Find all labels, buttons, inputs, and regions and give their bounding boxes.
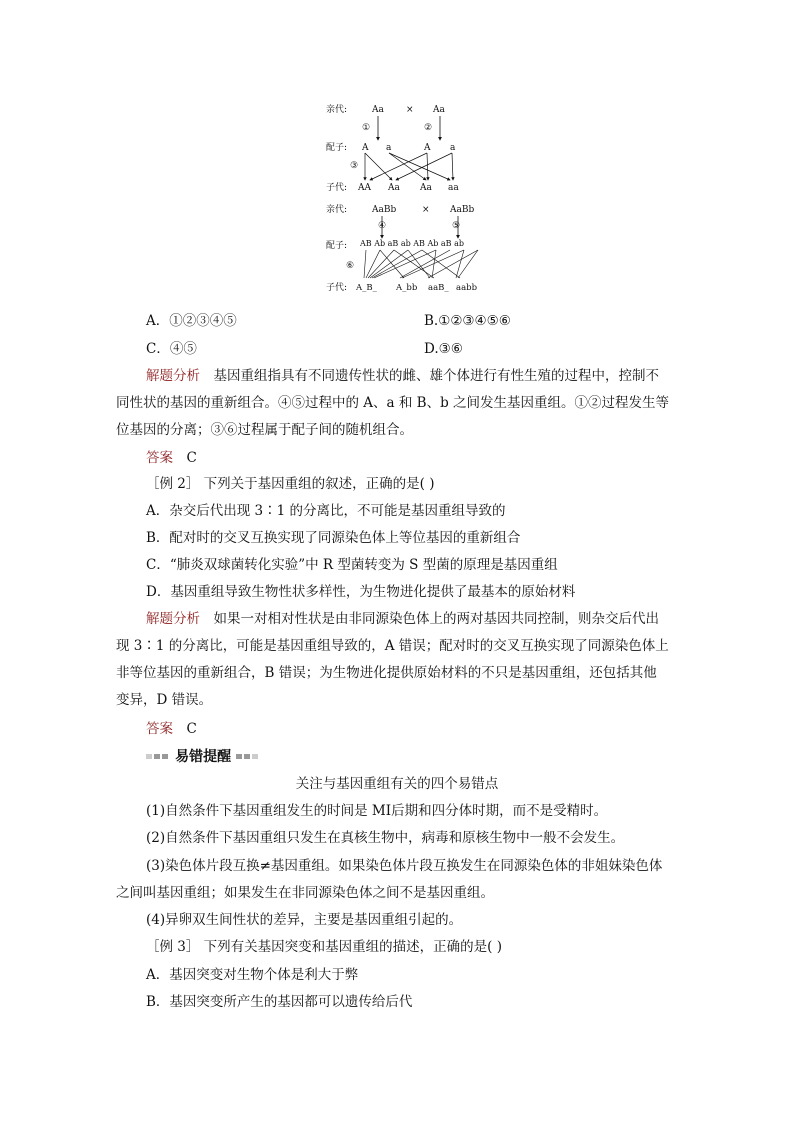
q1-answer-label: 答案 — [146, 450, 173, 466]
q1-answer-value: C — [186, 450, 197, 466]
q1-option-b: B.①②③④⑤⑥ — [424, 313, 511, 329]
offspring-2-1: A_B_ — [356, 283, 377, 293]
tip-point-4: (4)异卵双生间性状的差异，主要是基因重组引起的。 — [146, 912, 463, 928]
gamete-label-2: 配子: — [326, 241, 348, 251]
offspring-2: Aa — [388, 183, 400, 193]
gamete-label-1: 配子: — [326, 143, 348, 153]
decor-block — [236, 754, 242, 759]
ex2-option-a: A．杂交后代出现 3∶1 的分离比，不可能是基因重组导致的 — [146, 503, 506, 519]
ex2-analysis-line-1 — [146, 610, 659, 628]
q1-answer — [146, 449, 197, 467]
decor-block — [154, 754, 160, 759]
genetic-cross-diagram — [320, 100, 500, 300]
offspring-2-3: aaB_ — [428, 283, 449, 293]
gamete-3: A — [424, 143, 431, 153]
ex2-option-b: B．配对时的交叉互换实现了同源染色体上等位基因的重新组合 — [146, 530, 521, 546]
q1-option-a: A．①②③④⑤ — [146, 313, 237, 329]
decor-block — [252, 754, 258, 759]
ex2-stem: ［例 2］ 下列关于基因重组的叙述，正确的是( ) — [146, 476, 435, 492]
parent-label-1: 亲代: — [326, 105, 348, 115]
tip-point-1: (1)自然条件下基因重组发生的时间是 MⅠ后期和四分体时期，而不是受精时。 — [146, 803, 608, 819]
step-5-label: ⑤ — [452, 221, 461, 231]
decor-block — [162, 754, 168, 759]
tip-point-3-line-1: (3)染色体片段互换≠基因重组。如果染色体片段互换发生在同源染色体的非姐妹染色体 — [146, 858, 663, 874]
q1-analysis-line-2: 同性状的基因的重新组合。④⑤过程中的 A、a 和 B、b 之间发生基因重组。①②过程发生等 — [116, 395, 670, 411]
parent-1b: Aa — [433, 105, 445, 115]
ex2-analysis-text-1: 如果一对相对性状是由非同源染色体上的两对基因共同控制，则杂交后代出 — [213, 611, 659, 627]
offspring-3: Aa — [420, 183, 432, 193]
ex2-analysis-line-4: 变异，D 错误。 — [116, 692, 213, 708]
parent-1a: Aa — [372, 105, 384, 115]
ex3-option-b: B．基因突变所产生的基因都可以遗传给后代 — [146, 994, 413, 1010]
ex2-answer-label: 答案 — [146, 721, 173, 737]
cross-diagram-svg — [320, 100, 500, 300]
ex2-analysis-line-2: 现 3∶1 的分离比，可能是基因重组导致的，A 错误；配对时的交叉互换实现了同源染色体上 — [116, 638, 669, 654]
offspring-2-4: aabb — [456, 283, 478, 293]
fertilization-arrows-1 — [365, 153, 453, 180]
gamete-2: a — [386, 143, 392, 153]
tip-point-3-line-2: 之间叫基因重组；如果发生在非同源染色体之间不是基因重组。 — [116, 885, 494, 901]
q1-option-d: D.③⑥ — [424, 341, 463, 357]
step-4-label: ④ — [378, 221, 387, 231]
step-1-label: ① — [362, 123, 371, 133]
step-6-label: ⑥ — [346, 261, 355, 271]
q1-analysis-line-1 — [146, 367, 659, 385]
step-3-label: ③ — [350, 161, 359, 171]
tip-header — [146, 746, 260, 766]
decor-block — [146, 754, 152, 759]
offspring-label-2: 子代: — [326, 283, 348, 293]
ex2-analysis-label: 解题分析 — [146, 611, 200, 627]
ex3-stem: ［例 3］ 下列有关基因突变和基因重组的描述，正确的是( ) — [146, 939, 502, 955]
parent-2b: AaBb — [450, 205, 475, 215]
cross-sign-1: × — [406, 105, 414, 115]
gamete-4: a — [450, 143, 456, 153]
offspring-1: AA — [358, 183, 371, 193]
offspring-label-1: 子代: — [326, 183, 348, 193]
ex2-answer — [146, 720, 197, 738]
ex2-option-d: D．基因重组导致生物性状多样性，为生物进化提供了最基本的原始材料 — [146, 584, 576, 600]
step-2-label: ② — [424, 123, 433, 133]
decor-block — [244, 754, 250, 759]
ex2-answer-value: C — [186, 721, 197, 737]
offspring-2-2: A_bb — [396, 283, 418, 293]
q1-option-c: C．④⑤ — [146, 341, 197, 357]
q1-analysis-line-3: 位基因的分离；③⑥过程属于配子间的随机组合。 — [116, 422, 413, 438]
q1-analysis-text-1: 基因重组指具有不同遗传性状的雌、雄个体进行有性生殖的过程中，控制不 — [213, 368, 659, 384]
ex2-option-c: C．“肺炎双球菌转化实验”中 R 型菌转变为 S 型菌的原理是基因重组 — [146, 557, 558, 573]
tip-subtitle: 关注与基因重组有关的四个易错点 — [295, 776, 499, 792]
ex3-option-a: A．基因突变对生物个体是利大于弊 — [146, 967, 359, 983]
ex2-analysis-line-3: 非等位基因的重新组合，B 错误；为生物进化提供原始材料的不只是基因重组，还包括其他 — [116, 665, 657, 681]
q1-analysis-label: 解题分析 — [146, 368, 200, 384]
tip-point-2: (2)自然条件下基因重组只发生在真核生物中，病毒和原核生物中一般不会发生。 — [146, 830, 625, 846]
parent-2a: AaBb — [372, 205, 397, 215]
gametes-row-2: AB Ab aB ab AB Ab aB ab — [360, 239, 464, 248]
cross-sign-2: × — [422, 205, 430, 215]
parent-label-2: 亲代: — [326, 205, 348, 215]
gamete-1: A — [362, 143, 369, 153]
tip-title: 易错提醒 — [175, 749, 232, 765]
offspring-4: aa — [448, 183, 459, 193]
fertilization-arrows-2 — [364, 250, 478, 278]
